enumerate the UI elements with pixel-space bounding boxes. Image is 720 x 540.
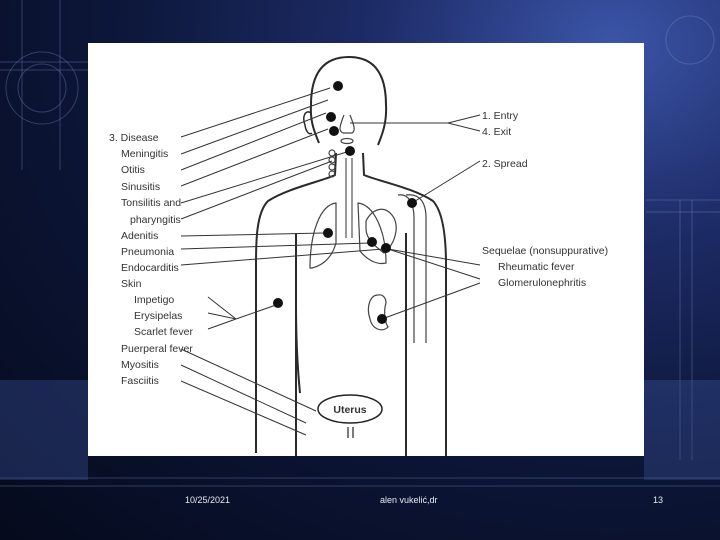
- body-diagram: [88, 43, 644, 456]
- disease-item: Scarlet fever: [134, 326, 193, 338]
- entry-label: 1. Entry: [482, 110, 519, 122]
- vessel-shape-2: [406, 195, 426, 343]
- disease-item: Fasciitis: [121, 375, 159, 387]
- disease-item: Otitis: [121, 164, 145, 176]
- sequelae-item: Rheumatic fever: [498, 261, 575, 273]
- infection-site-markers: [273, 81, 417, 324]
- disease-item: Meningitis: [121, 148, 169, 160]
- footer-page-number: 13: [653, 495, 664, 505]
- sequelae-header: Sequelae (nonsuppurative): [482, 245, 609, 257]
- spread-label: 2. Spread: [482, 158, 528, 170]
- disease-item: Skin: [121, 278, 142, 290]
- right-lung-shape: [358, 203, 386, 264]
- esophagus-shape: [346, 158, 352, 238]
- exit-label: 4. Exit: [482, 126, 512, 138]
- birth-canal: [348, 427, 353, 438]
- disease-item: Adenitis: [121, 230, 159, 242]
- disease-item: pharyngitis: [130, 214, 181, 226]
- uterus-label: Uterus: [333, 404, 367, 416]
- kidney-shape: [368, 295, 388, 330]
- disease-item: Pneumonia: [121, 246, 175, 258]
- footer-date: 10/25/2021: [185, 495, 231, 505]
- nose-shape: [340, 115, 354, 133]
- diagram-panel: [88, 43, 644, 456]
- disease-item: Impetigo: [134, 294, 175, 306]
- sequelae-item: Glomerulonephritis: [498, 277, 587, 289]
- disease-item: Erysipelas: [134, 310, 183, 322]
- disease-item: Puerperal fever: [121, 343, 193, 355]
- disease-item: Endocarditis: [121, 262, 179, 274]
- disease-item: Sinusitis: [121, 181, 161, 193]
- disease-item: Tonsilitis and: [121, 197, 182, 209]
- footer-author: alen vukelić,dr: [380, 495, 438, 505]
- disease-item: Myositis: [121, 359, 159, 371]
- mouth-shape: [341, 139, 353, 144]
- disease-header: 3. Disease: [109, 132, 159, 144]
- leader-lines: [181, 88, 480, 435]
